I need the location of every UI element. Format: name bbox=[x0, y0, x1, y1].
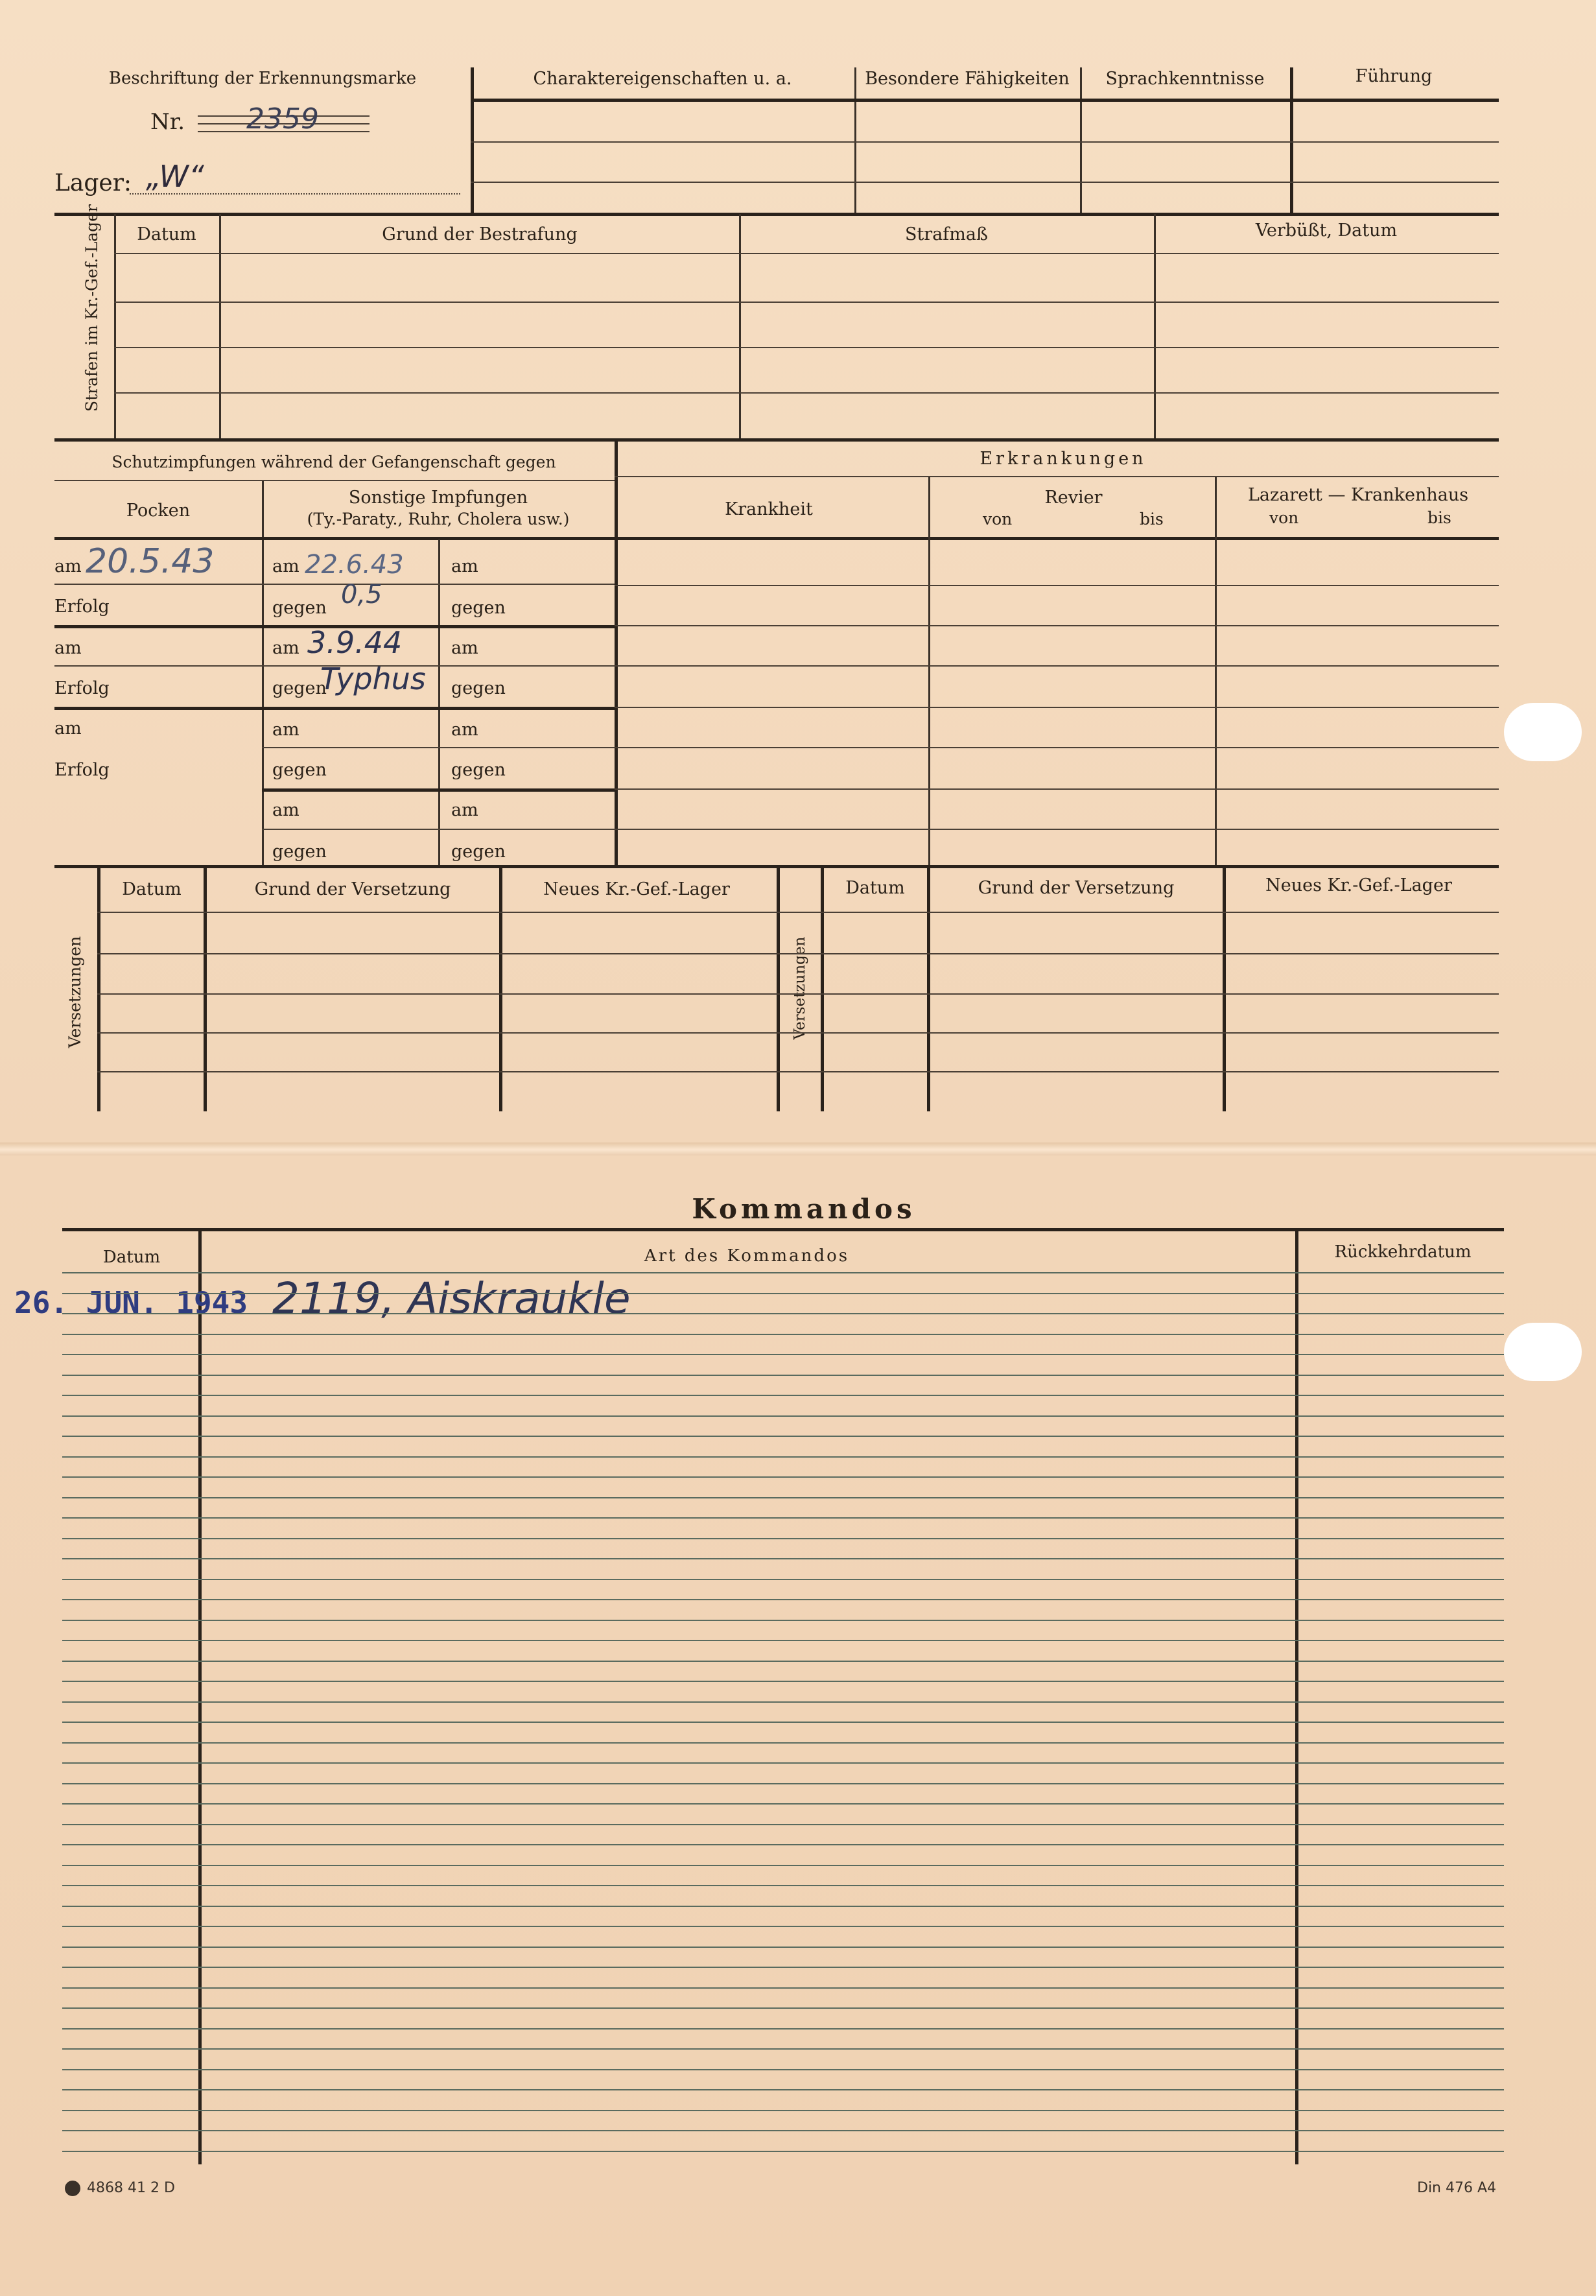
sonst2-gegen-4: gegen bbox=[451, 842, 506, 862]
kommandos-entry-date: 26. JUN. 1943 bbox=[14, 1285, 248, 1320]
versetz-right-datum: Datum bbox=[845, 878, 905, 898]
kommandos-row-line bbox=[62, 1272, 1504, 1273]
nr-label: Nr. bbox=[150, 109, 185, 135]
kommandos-row-line bbox=[62, 2130, 1504, 2131]
col-charakter: Charaktereigenschaften u. a. bbox=[533, 69, 792, 89]
kommandos-row-line bbox=[62, 1742, 1504, 1744]
strafen-col-verbuesst: Verbüßt, Datum bbox=[1255, 220, 1398, 241]
pocken-am-3: am bbox=[54, 718, 82, 739]
kommandos-col-rueckkehr: Rückkehrdatum bbox=[1334, 1242, 1472, 1262]
page-fold bbox=[0, 1142, 1596, 1155]
footer-left-text: 4868 41 2 D bbox=[87, 2180, 175, 2196]
sonst2-gegen-2: gegen bbox=[451, 678, 506, 698]
pocken-am-2: am bbox=[54, 638, 82, 658]
kommandos-row-line bbox=[62, 1415, 1504, 1417]
kommandos-row-line bbox=[62, 1599, 1504, 1600]
strafen-top-rule bbox=[54, 213, 1499, 216]
kommandos-row-line bbox=[62, 1722, 1504, 1723]
erkr-lazarett-bis: bis bbox=[1427, 508, 1451, 527]
pocken-date: 20.5.43 bbox=[86, 542, 215, 581]
impf-pocken: Pocken bbox=[126, 501, 191, 521]
sonst-am-1: am bbox=[272, 556, 299, 576]
punch-hole-lower bbox=[1504, 1323, 1582, 1381]
kommandos-row-line bbox=[62, 2007, 1504, 2009]
kommandos-row-line bbox=[62, 1538, 1504, 1539]
kommandos-row-line bbox=[62, 2069, 1504, 2070]
impf-erkr-divider bbox=[615, 441, 618, 866]
kommandos-row-line bbox=[62, 2028, 1504, 2030]
col-sprachen: Sprachkenntnisse bbox=[1105, 69, 1265, 89]
kommandos-row-line bbox=[62, 1926, 1504, 1927]
kommandos-row-line bbox=[62, 1395, 1504, 1396]
nr-value: 2359 bbox=[246, 102, 319, 136]
versetz-left-grund: Grund der Versetzung bbox=[254, 879, 451, 899]
kommandos-row-line bbox=[62, 1844, 1504, 1845]
col-fuehrung: Führung bbox=[1355, 66, 1433, 86]
versetz-right-grund: Grund der Versetzung bbox=[978, 878, 1175, 898]
kommandos-row-line bbox=[62, 2110, 1504, 2111]
marke-title: Beschriftung der Erkennungsmarke bbox=[108, 69, 417, 88]
impf-top-rule bbox=[54, 438, 1499, 442]
sonst2-am-3: am bbox=[451, 720, 478, 740]
sonst-date-1: 22.6.43 bbox=[305, 550, 404, 580]
erkr-lazarett: Lazarett — Krankenhaus bbox=[1247, 485, 1469, 505]
kommandos-row-line bbox=[62, 1497, 1504, 1498]
versetz-side-label-left: Versetzungen bbox=[65, 936, 84, 1048]
sonst-date-2: 3.9.44 bbox=[307, 625, 403, 660]
kommandos-row-line bbox=[62, 1313, 1504, 1314]
sonst2-gegen-1: gegen bbox=[451, 598, 506, 618]
kommandos-row-line bbox=[62, 1334, 1504, 1335]
erkr-lazarett-von: von bbox=[1269, 508, 1299, 527]
kommandos-row-line bbox=[62, 1865, 1504, 1866]
kommandos-row-line bbox=[62, 1681, 1504, 1682]
erkr-revier-bis: bis bbox=[1140, 510, 1164, 528]
sonst-gegen-3: gegen bbox=[272, 760, 327, 780]
kommandos-row-line bbox=[62, 1987, 1504, 1989]
kommandos-row-line bbox=[62, 1436, 1504, 1437]
impf-sonstige: Sonstige Impfungen bbox=[348, 488, 528, 508]
strafen-col-datum: Datum bbox=[137, 224, 196, 244]
kommandos-row-line bbox=[62, 1661, 1504, 1662]
lager-value: „W“ bbox=[146, 159, 204, 194]
strafen-col-grund: Grund der Bestrafung bbox=[382, 224, 578, 244]
erkr-revier-von: von bbox=[983, 510, 1013, 528]
versetz-right-lager: Neues Kr.-Gef.-Lager bbox=[1265, 875, 1452, 895]
publisher-seal-icon bbox=[65, 2181, 80, 2196]
lager-label: Lager: bbox=[54, 170, 132, 196]
kommandos-row-line bbox=[62, 1885, 1504, 1886]
footer-right: Din 476 A4 bbox=[1417, 2180, 1497, 2196]
kommandos-row-line bbox=[62, 1803, 1504, 1805]
kommandos-row-line bbox=[62, 2151, 1504, 2152]
footer-left bbox=[65, 2180, 175, 2196]
sonst2-gegen-3: gegen bbox=[451, 760, 506, 780]
sonst2-am-1: am bbox=[451, 556, 478, 576]
kommandos-row-line bbox=[62, 1947, 1504, 1948]
sonst-am-3: am bbox=[272, 720, 299, 740]
pocken-erfolg-3: Erfolg bbox=[54, 760, 110, 780]
kommandos-col-art: Art des Kommandos bbox=[644, 1246, 850, 1266]
kommandos-row-line bbox=[62, 2089, 1504, 2090]
impf-title: Schutzimpfungen während der Gefangenschaft gegen bbox=[111, 453, 556, 471]
punch-hole-upper bbox=[1504, 703, 1582, 761]
kommandos-row-line bbox=[62, 1762, 1504, 1764]
strafen-side-label: Strafen im Kr.-Gef.-Lager bbox=[82, 204, 101, 412]
kommandos-row-line bbox=[62, 2048, 1504, 2050]
sonst-am-4: am bbox=[272, 800, 299, 820]
impf-sonstige-sub: (Ty.-Paraty., Ruhr, Cholera usw.) bbox=[307, 510, 570, 528]
kommandos-row-line bbox=[62, 1579, 1504, 1580]
erkr-krankheit: Krankheit bbox=[725, 499, 813, 519]
kommandos-row-line bbox=[62, 1783, 1504, 1784]
sonst-gegen-1: gegen bbox=[272, 598, 327, 618]
kommandos-row-line bbox=[62, 1967, 1504, 1968]
kommandos-row-line bbox=[62, 1354, 1504, 1355]
sonst-gegen-value-2: Typhus bbox=[320, 661, 426, 696]
strafen-col-strafmass: Strafmaß bbox=[904, 224, 989, 244]
kommandos-row-line bbox=[62, 1375, 1504, 1376]
kommandos-row-line bbox=[62, 1824, 1504, 1825]
kommandos-top-rule bbox=[62, 1228, 1504, 1231]
kommandos-row-line bbox=[62, 1476, 1504, 1478]
pocken-erfolg-1: Erfolg bbox=[54, 597, 110, 617]
erkr-title: Erkrankungen bbox=[980, 449, 1147, 469]
versetz-left-lager: Neues Kr.-Gef.-Lager bbox=[543, 879, 730, 899]
sonst-gegen-4: gegen bbox=[272, 842, 327, 862]
sonst2-am-4: am bbox=[451, 800, 478, 820]
kommandos-row-line bbox=[62, 1640, 1504, 1641]
kommandos-entry-text: 2119, Aiskraukle bbox=[272, 1273, 631, 1323]
kommandos-row-line bbox=[62, 1701, 1504, 1703]
kommandos-col-datum: Datum bbox=[102, 1248, 161, 1267]
kommandos-row-line bbox=[62, 1517, 1504, 1519]
versetz-side-label-right: Versetzungen bbox=[792, 936, 808, 1040]
kommandos-title: Kommandos bbox=[692, 1193, 916, 1225]
erkr-revier: Revier bbox=[1044, 488, 1103, 508]
pocken-erfolg-2: Erfolg bbox=[54, 678, 110, 698]
kommandos-row-line bbox=[62, 1456, 1504, 1458]
pocken-am-1: am bbox=[54, 556, 82, 576]
kommandos-row-line bbox=[62, 1906, 1504, 1907]
versetz-left-datum: Datum bbox=[122, 879, 182, 899]
sonst-gegen-value-1: 0,5 bbox=[341, 580, 382, 610]
col-faehigkeiten: Besondere Fähigkeiten bbox=[865, 69, 1070, 89]
kommandos-row-line bbox=[62, 1620, 1504, 1621]
sonst-gegen-2: gegen bbox=[272, 678, 327, 698]
kommandos-row-line bbox=[62, 1293, 1504, 1294]
kommandos-row-line bbox=[62, 1558, 1504, 1559]
sonst2-am-2: am bbox=[451, 638, 478, 658]
sonst-am-2: am bbox=[272, 638, 299, 658]
